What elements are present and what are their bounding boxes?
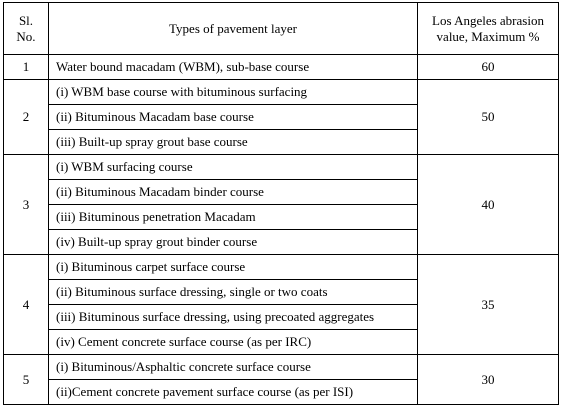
row-layer-list bbox=[49, 355, 418, 405]
layer-item: (i) Bituminous/Asphaltic concrete surface course bbox=[56, 359, 311, 374]
layer-item: (ii) Bituminous Macadam base course bbox=[49, 104, 417, 129]
row-abrasion-value: 30 bbox=[418, 355, 559, 405]
layer-item: (iv) Built-up spray grout binder course bbox=[49, 229, 417, 254]
row-layer-list bbox=[49, 255, 418, 355]
layer-item: (ii) Bituminous Macadam binder course bbox=[49, 179, 417, 204]
table-row bbox=[4, 355, 559, 405]
layer-item: (iv) Cement concrete surface course (as per IRC) bbox=[49, 329, 417, 354]
row-sl-no: 3 bbox=[4, 155, 49, 255]
table-row bbox=[4, 155, 559, 255]
header-sl-no bbox=[4, 3, 49, 55]
header-value-line-1: Los Angeles abrasion bbox=[432, 12, 544, 28]
row-abrasion-value: 40 bbox=[418, 155, 559, 255]
header-abrasion-value bbox=[418, 3, 559, 55]
layer-item: (i) WBM surfacing course bbox=[56, 159, 193, 174]
header-sl-line-2: No. bbox=[16, 28, 36, 44]
layer-item: (i) WBM base course with bituminous surfacing bbox=[56, 84, 308, 99]
layer-item: (iii) Bituminous surface dressing, using precoated aggregates bbox=[49, 304, 417, 329]
row-layer-list bbox=[49, 155, 418, 255]
row-layer-list bbox=[49, 80, 418, 155]
header-value-line-2: value, Maximum % bbox=[436, 28, 540, 44]
row-sl-no: 1 bbox=[4, 55, 49, 80]
table-row bbox=[4, 255, 559, 355]
layer-item: (iii) Built-up spray grout base course bbox=[49, 129, 417, 154]
header-layer-type: Types of pavement layer bbox=[49, 3, 418, 55]
table-row bbox=[4, 55, 559, 80]
layer-item: (iii) Bituminous penetration Macadam bbox=[49, 204, 417, 229]
layer-item: Water bound macadam (WBM), sub-base course bbox=[56, 59, 310, 74]
table-body bbox=[4, 55, 559, 405]
row-abrasion-value: 35 bbox=[418, 255, 559, 355]
row-abrasion-value: 60 bbox=[418, 55, 559, 80]
header-row bbox=[4, 3, 559, 55]
row-abrasion-value: 50 bbox=[418, 80, 559, 155]
layer-item: (ii) Bituminous surface dressing, single or two coats bbox=[49, 279, 417, 304]
layer-item: (ii)Cement concrete pavement surface course (as per ISI) bbox=[49, 379, 417, 404]
row-sl-no: 5 bbox=[4, 355, 49, 405]
header-sl-line-1: Sl. bbox=[18, 12, 34, 28]
row-layer-list bbox=[49, 55, 418, 80]
layer-item: (i) Bituminous carpet surface course bbox=[56, 259, 246, 274]
table-row bbox=[4, 80, 559, 155]
row-sl-no: 2 bbox=[4, 80, 49, 155]
abrasion-value-table bbox=[3, 2, 559, 405]
row-sl-no: 4 bbox=[4, 255, 49, 355]
